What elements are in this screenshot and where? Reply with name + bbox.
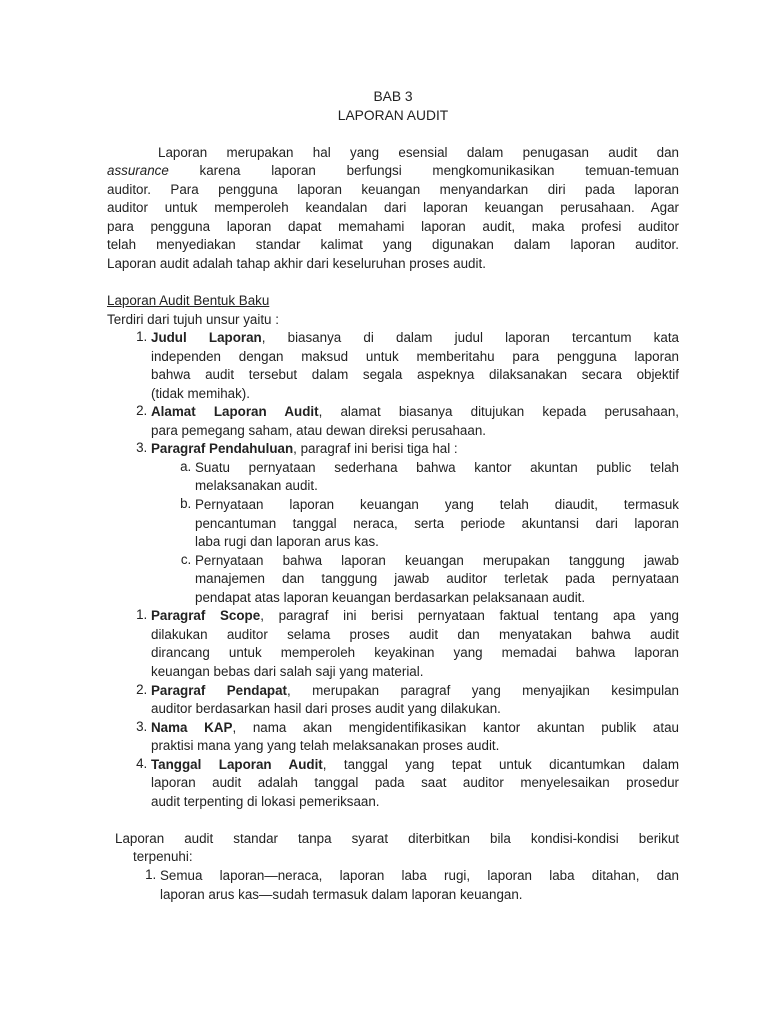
list-marker: 2. [136,681,148,697]
text-line: independen dengan maksud untuk memberitahu para pengguna laporan [151,348,679,364]
section-heading: Laporan Audit Bentuk Baku [107,293,270,309]
list-marker: b. [180,496,192,512]
list-marker: 1. [145,866,157,882]
list-item [107,329,679,403]
list-marker: 1. [136,607,148,623]
text-line: Laporan merupakan hal yang esensial dalam penugasan audit dan [158,144,679,160]
list-item [107,756,679,812]
text-line: auditor untuk memperoleh keandalan dari laporan keuangan perusahaan. Agar [107,200,679,216]
item-term: Alamat Laporan Audit [151,404,319,420]
item-term: Paragraf Pendapat [151,682,287,698]
list-marker: 1. [136,329,148,345]
text-line: telah menyediakan standar kalimat yang digunakan dalam laporan auditor. [107,237,679,253]
item-term: Paragraf Pendahuluan [151,441,294,457]
list-item [107,607,679,681]
sub-list-item [107,459,679,496]
chapter-label: BAB 3 [373,89,413,104]
text-span: karena laporan berfungsi mengkomunikasikan temuan-temuan [168,163,679,179]
text-line: melaksanakan audit. [195,478,318,494]
list-marker: 2. [136,403,148,419]
text-line: Judul Laporan, biasanya di dalam judul laporan tercantum kata [151,330,679,346]
text-line: auditor berdasarkan hasil dari proses audit yang dilakukan. [151,701,501,717]
text-line: Suatu pernyataan sederhana bahwa kantor akuntan public telah [195,459,679,475]
text-line: Laporan audit standar tanpa syarat diterbitkan bila kondisi-kondisi berikut [115,830,679,846]
list-marker: 3. [136,718,148,734]
text-line: Pernyataan bahwa laporan keuangan merupakan tanggung jawab [195,552,679,568]
text-line: terpenuhi: [133,849,193,865]
text-line: manajemen dan tanggung jawab auditor terletak pada pernyataan [195,571,679,587]
item-term: Paragraf Scope [151,608,261,624]
closing-paragraph [107,830,679,904]
text-line: Nama KAP, nama akan mengidentifikasikan kantor akuntan publik atau [151,719,679,735]
list-marker: 3. [136,440,148,456]
text-line: Alamat Laporan Audit, alamat biasanya ditujukan kepada perusahaan, [151,404,679,420]
text-line: laporan audit adalah tanggal pada saat auditor menyelesaikan prosedur [151,775,679,791]
text-line: Laporan audit adalah tahap akhir dari keseluruhan proses audit. [107,255,486,271]
item-term: Judul Laporan [151,330,262,346]
text-line [107,162,679,181]
text-line: laba rugi dan laporan arus kas. [195,534,379,550]
text-line: (tidak memihak). [151,385,250,401]
section-lead: Terdiri dari tujuh unsur yaitu : [107,311,279,327]
text-line: laporan arus kas—sudah termasuk dalam laporan keuangan. [160,886,523,902]
text-line: Tanggal Laporan Audit, tanggal yang tepat untuk dicantumkan dalam [151,756,679,772]
condition-item [107,867,679,904]
text-line: audit terpenting di lokasi pemeriksaan. [151,793,380,809]
text-line: praktisi mana yang yang telah melaksanakan proses audit. [151,738,500,754]
list-item [107,719,679,756]
text-line: Paragraf Scope, paragraf ini berisi pernyataan faktual tentang apa yang [151,608,679,624]
italic-term: assurance [107,163,169,179]
list-item [107,682,679,719]
text-line: Paragraf Pendapat, merupakan paragraf yang menyajikan kesimpulan [151,682,679,698]
sub-list-item [107,496,679,552]
list-marker: 4. [136,755,148,771]
text-line: keuangan bebas dari salah saji yang material. [151,663,424,679]
item-term: Tanggal Laporan Audit [151,756,323,772]
item-term: Nama KAP [151,719,233,735]
text-line: dilakukan auditor selama proses audit dan menyatakan bahwa audit [151,626,679,642]
text-line: pencantuman tanggal neraca, serta periode akuntansi dari laporan [195,515,679,531]
text-line: Pernyataan laporan keuangan yang telah diaudit, termasuk [195,497,679,513]
text-line: bahwa audit tersebut dalam segala aspeknya dilaksanakan secara objektif [151,367,679,383]
list-item [107,403,679,440]
list-marker: a. [180,458,192,474]
text-line: pendapat atas laporan keuangan berdasarkan pelaksanaan audit. [195,589,586,605]
text-line: dirancang untuk memperoleh keyakinan yang memadai bahwa laporan [151,645,679,661]
text-line: para pengguna laporan dapat memahami laporan audit, maka profesi auditor [107,218,679,234]
document-page [107,88,679,904]
text-line: Paragraf Pendahuluan, paragraf ini berisi tiga hal : [151,441,458,457]
sub-list-item [107,552,679,608]
text-line: para pemegang saham, atau dewan direksi perusahaan. [151,422,486,438]
text-line: Semua laporan—neraca, laporan laba rugi, laporan laba ditahan, dan [160,867,679,883]
list-marker: c. [180,551,192,567]
list-item [107,440,679,607]
intro-paragraph [107,144,679,274]
chapter-title: LAPORAN AUDIT [337,107,449,123]
text-line: auditor. Para pengguna laporan keuangan menyandarkan diri pada laporan [107,181,679,197]
